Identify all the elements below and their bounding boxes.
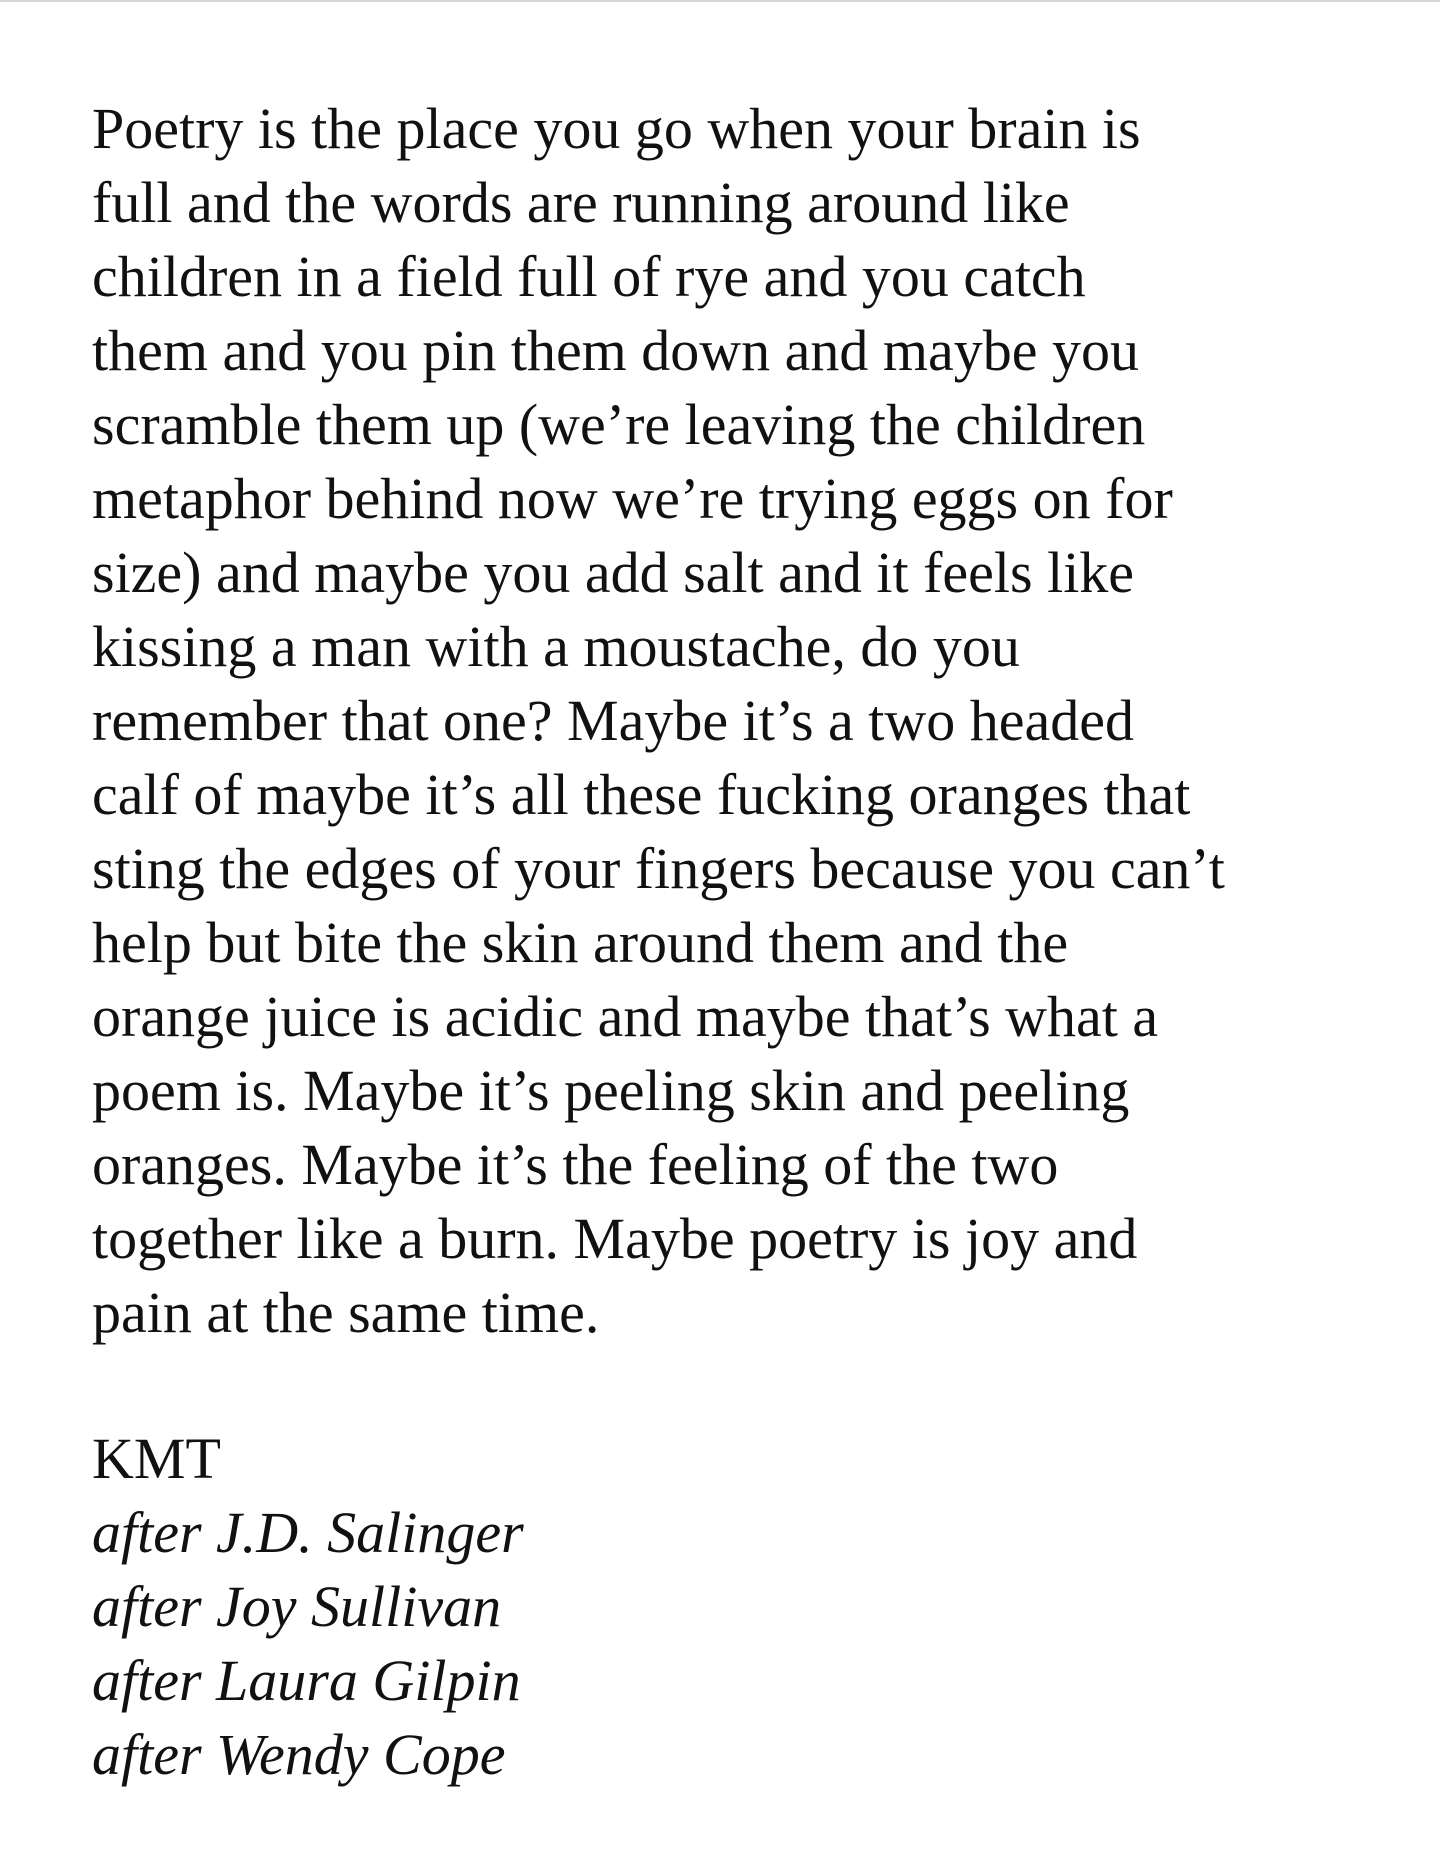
poem-line: Poetry is the place you go when your brain is <box>92 96 1141 161</box>
poem-line: sting the edges of your fingers because you can’t <box>92 836 1225 901</box>
poem-line: scramble them up (we’re leaving the children <box>92 392 1146 457</box>
poem-line: calf of maybe it’s all these fucking oranges that <box>92 762 1191 827</box>
poem-line: size) and maybe you add salt and it feels like <box>92 540 1135 605</box>
author-initials: KMT <box>92 1426 221 1491</box>
poem-line: kissing a man with a moustache, do you <box>92 614 1020 679</box>
poem-line: pain at the same time. <box>92 1280 600 1345</box>
top-divider <box>0 0 1440 2</box>
poem-line: remember that one? Maybe it’s a two headed <box>92 688 1134 753</box>
after-credit: after J.D. Salinger <box>92 1500 524 1565</box>
after-credit: after Joy Sullivan <box>92 1574 502 1639</box>
poem-line: orange juice is acidic and maybe that’s what a <box>92 984 1159 1049</box>
poem-line: them and you pin them down and maybe you <box>92 318 1140 383</box>
poem-line: children in a field full of rye and you catch <box>92 244 1086 309</box>
poem-line: together like a burn. Maybe poetry is joy and <box>92 1206 1138 1271</box>
after-credit: after Wendy Cope <box>92 1722 506 1787</box>
poem-page <box>92 92 1382 1792</box>
poem-line: full and the words are running around like <box>92 170 1070 235</box>
poem-line: oranges. Maybe it’s the feeling of the two <box>92 1132 1059 1197</box>
poem-body <box>92 92 1382 1350</box>
poem-line: help but bite the skin around them and the <box>92 910 1069 975</box>
poem-line: poem is. Maybe it’s peeling skin and peeling <box>92 1058 1130 1123</box>
attribution-block <box>92 1422 1382 1792</box>
poem-line: metaphor behind now we’re trying eggs on for <box>92 466 1173 531</box>
after-credit: after Laura Gilpin <box>92 1648 521 1713</box>
